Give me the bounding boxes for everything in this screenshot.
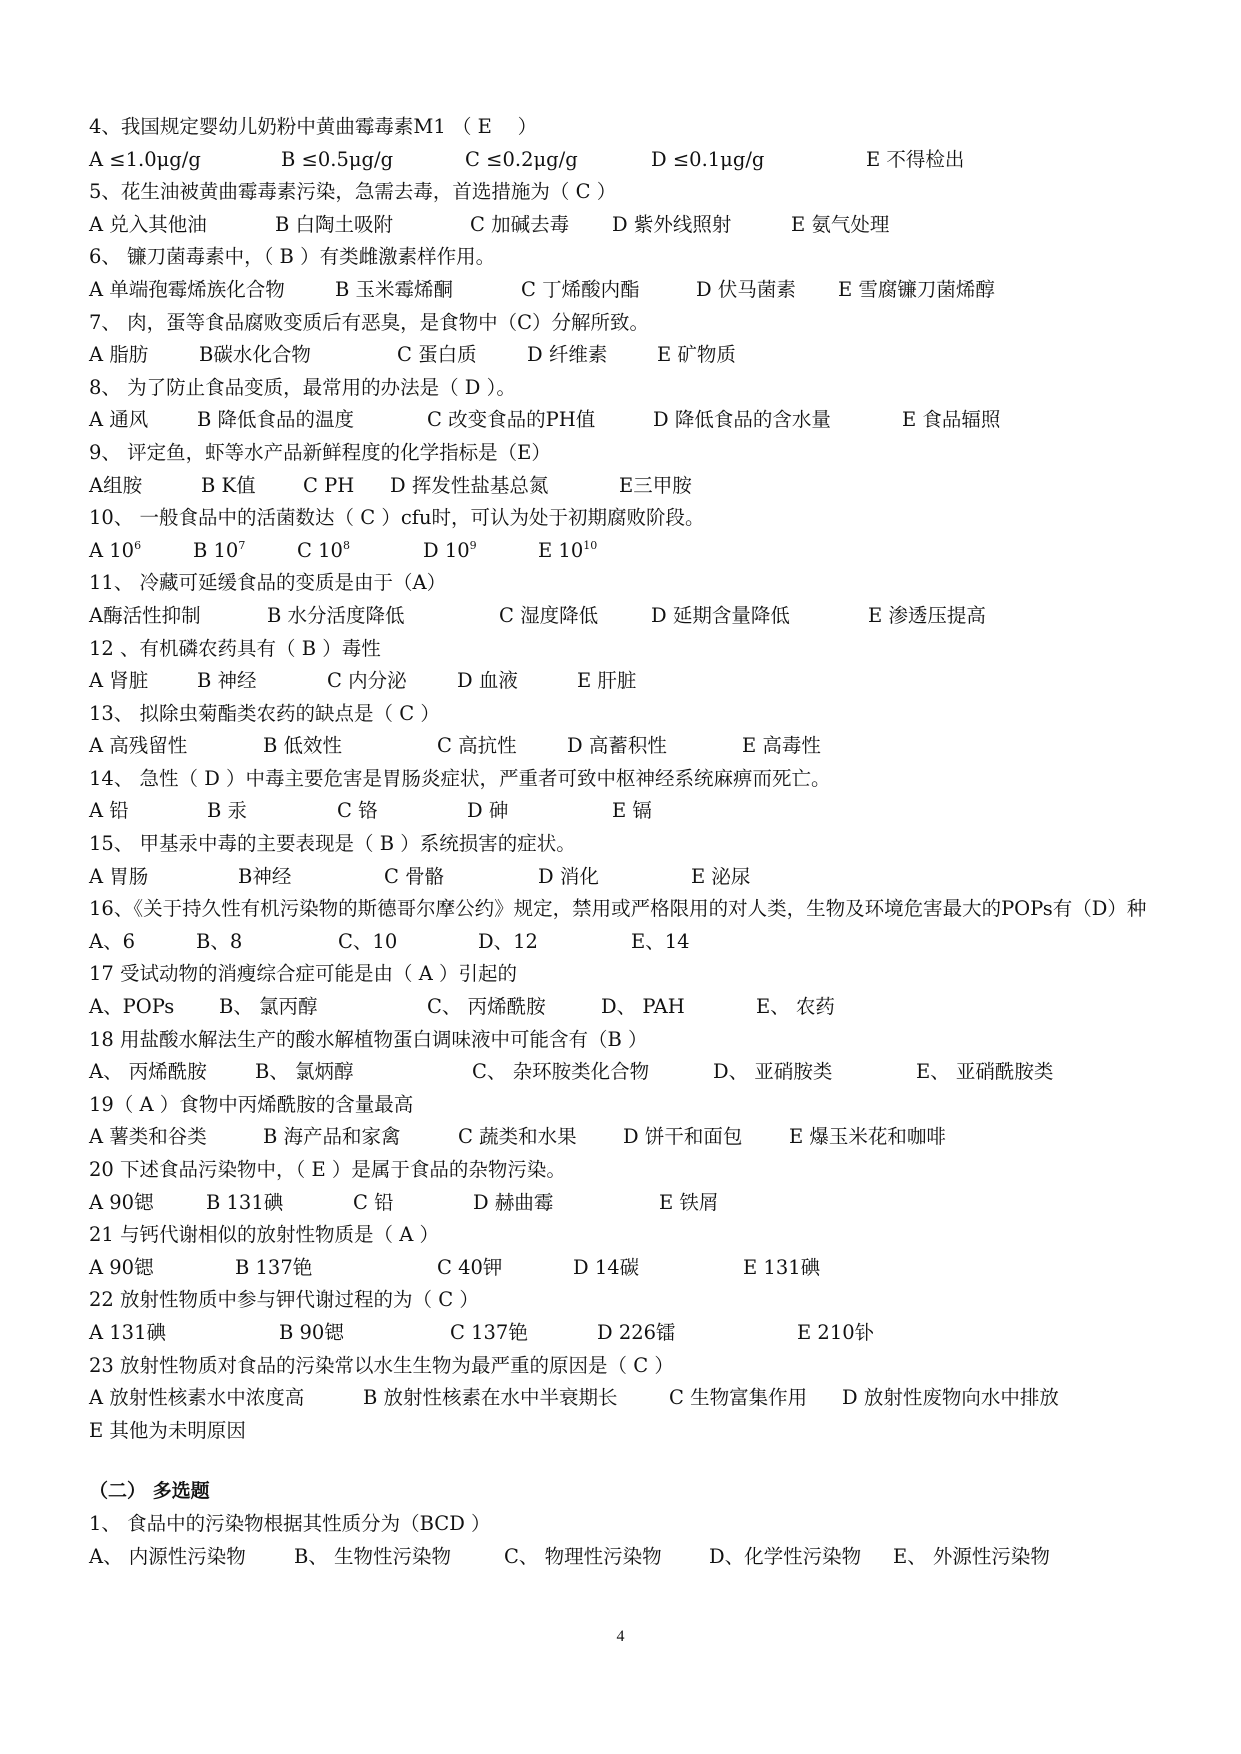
question-22-options (89, 1317, 1169, 1350)
option-b: B 放射性核素在水中半衰期长 (363, 1386, 618, 1410)
question-23-stem: 23 放射性物质对食品的污染常以水生生物为最严重的原因是（ C ） (89, 1353, 674, 1377)
option-b: B 降低食品的温度 (197, 408, 355, 432)
option-a: A 兑入其他油 (89, 212, 207, 236)
option-a: A 铅 (89, 799, 129, 823)
option-d: D 降低食品的含水量 (653, 408, 831, 432)
option-b: B 海产品和家禽 (263, 1125, 401, 1149)
question-22-stem: 22 放射性物质中参与钾代谢过程的为（ C ） (89, 1288, 479, 1312)
option-b: B、 生物性污染物 (294, 1544, 452, 1568)
question-16-stem: 16、《关于持久性有机污染物的斯德哥尔摩公约》规定，禁用或严格限用的对人类，生物及环境危害最大的POPs有（D）种 (89, 897, 1147, 921)
option-d: D 血液 (457, 669, 518, 693)
option-c: C ≤0.2μg/g (465, 147, 578, 171)
option-e: E三甲胺 (619, 473, 692, 497)
question-9-stem: 9、 评定鱼，虾等水产品新鲜程度的化学指标是（E） (89, 440, 551, 464)
option-e: E 氨气处理 (791, 212, 890, 236)
option-a-base: A 10 (89, 538, 135, 562)
option-e: E、 外源性污染物 (893, 1544, 1050, 1568)
question-18-options (89, 1056, 1169, 1089)
option-d: D 紫外线照射 (612, 212, 732, 236)
question-17-stem: 17 受试动物的消瘦综合症可能是由（ A ）引起的 (89, 962, 517, 986)
option-b: B 神经 (197, 669, 257, 693)
option-a: A 90锶 (89, 1190, 154, 1214)
question-14-options (89, 795, 1169, 828)
question-13-options (89, 730, 1169, 763)
option-a: A 薯类和谷类 (89, 1125, 207, 1149)
option-e: E 高毒性 (742, 734, 821, 758)
option-d: D 饼干和面包 (623, 1125, 743, 1149)
option-d (423, 535, 538, 568)
question-8-stem: 8、 为了防止食品变质，最常用的办法是（ D ）。 (89, 375, 516, 399)
option-d-base: D 10 (423, 538, 470, 562)
option-d: D、 PAH (601, 995, 685, 1019)
option-d: D 高蓄积性 (567, 734, 667, 758)
question-6-stem: 6、 镰刀菌毒素中，（ B ）有类雌激素样作用。 (89, 245, 496, 269)
option-b: B 水分活度降低 (267, 603, 405, 627)
option-b-exponent: 7 (238, 538, 246, 552)
section-spacer (89, 1447, 1169, 1475)
question-7-stem: 7、 肉，蛋等食品腐败变质后有恶臭，是食物中（C）分解所致。 (89, 310, 650, 334)
question-23-options (89, 1382, 1169, 1415)
option-e: E 肝脏 (577, 669, 637, 693)
option-c: C 高抗性 (437, 734, 517, 758)
option-e: E 不得检出 (866, 147, 965, 171)
option-c: C、 丙烯酰胺 (427, 995, 546, 1019)
section-heading: （二） 多选题 (89, 1480, 210, 1503)
option-c: C 137铯 (450, 1320, 528, 1344)
option-d: D、12 (478, 929, 538, 953)
option-a: A、6 (89, 929, 135, 953)
option-d-exponent: 9 (469, 538, 477, 552)
option-e: E 镉 (612, 799, 652, 823)
option-b (193, 535, 297, 568)
option-b: B 白陶土吸附 (275, 212, 394, 236)
question-4-stem: 4、我国规定婴幼儿奶粉中黄曲霉毒素M1 （ E ） (89, 115, 538, 138)
option-c: C 加碱去毒 (470, 212, 570, 236)
question-12-stem: 12 、有机磷农药具有（ B ）毒性 (89, 636, 381, 660)
option-d: D 砷 (467, 799, 509, 823)
question-6-options (89, 274, 1169, 307)
option-e-exponent: 10 (583, 538, 598, 552)
option-e: E 食品辐照 (902, 408, 1001, 432)
option-d: D 消化 (538, 864, 599, 888)
option-e: E、14 (631, 929, 690, 953)
question-21-stem: 21 与钙代谢相似的放射性物质是（ A ） (89, 1223, 439, 1247)
option-b-base: B 10 (193, 538, 239, 562)
option-c: C 铬 (337, 799, 378, 823)
option-c: C 改变食品的PH值 (427, 408, 596, 432)
option-e (538, 535, 597, 568)
option-b: B、 氯丙醇 (219, 995, 318, 1019)
option-a: A 肾脏 (89, 669, 149, 693)
option-c-base: C 10 (297, 538, 343, 562)
option-d: D 226镭 (597, 1320, 676, 1344)
option-c: C、 物理性污染物 (504, 1544, 662, 1568)
option-a: A 脂肪 (89, 343, 149, 367)
question-14-stem: 14、 急性（ D ）中毒主要危害是胃肠炎症状，严重者可致中枢神经系统麻痹而死亡。 (89, 766, 831, 790)
option-c: C 蔬类和水果 (458, 1125, 577, 1149)
page-number: 4 (616, 1628, 625, 1645)
option-a: A 胃肠 (89, 864, 149, 888)
option-a: A 131碘 (89, 1320, 167, 1344)
option-d: D 纤维素 (527, 343, 608, 367)
option-e: E 其他为未明原因 (89, 1418, 246, 1442)
question-10-options (89, 535, 1169, 568)
option-a: A 通风 (89, 408, 149, 432)
option-b: B 玉米霉烯酮 (335, 277, 454, 301)
option-e: E、 农药 (756, 995, 835, 1019)
option-d: D 赫曲霉 (473, 1190, 554, 1214)
option-b: B、8 (196, 929, 243, 953)
option-b: B 131碘 (206, 1190, 284, 1214)
option-e: E 铁屑 (659, 1190, 719, 1214)
option-b: B ≤0.5μg/g (281, 147, 394, 171)
option-b: B 汞 (207, 799, 248, 823)
option-a: A、POPs (89, 995, 175, 1019)
option-a (89, 535, 193, 568)
option-c-exponent: 8 (342, 538, 350, 552)
question-15-stem: 15、 甲基汞中毒的主要表现是（ B ）系统损害的症状。 (89, 832, 576, 856)
option-e: E 矿物质 (657, 343, 736, 367)
option-d: D 伏马菌素 (696, 277, 796, 301)
question-12-options (89, 665, 1169, 698)
option-a: A 单端孢霉烯族化合物 (89, 277, 285, 301)
question-5-stem: 5、花生油被黄曲霉毒素污染，急需去毒，首选措施为（ C ） (89, 180, 617, 204)
question-11-options (89, 600, 1169, 633)
option-a: A酶活性抑制 (89, 603, 201, 627)
option-a: A、 内源性污染物 (89, 1544, 246, 1568)
option-c: C 内分泌 (327, 669, 407, 693)
question-19-stem: 19（ A ）食物中丙烯酰胺的含量最高 (89, 1092, 414, 1116)
option-c: C、10 (338, 929, 398, 953)
question-8-options (89, 404, 1169, 437)
option-c: C 丁烯酸内酯 (521, 277, 640, 301)
option-c (297, 535, 423, 568)
option-a: A、 丙烯酰胺 (89, 1060, 207, 1084)
option-b: B、 氯炳醇 (255, 1060, 354, 1084)
question-15-options (89, 861, 1169, 894)
question-11-stem: 11、 冷藏可延缓食品的变质是由于（A） (89, 571, 447, 595)
option-a: A 放射性核素水中浓度高 (89, 1386, 305, 1410)
option-a: A 高残留性 (89, 734, 188, 758)
option-b: B 90锶 (279, 1320, 344, 1344)
option-a-exponent: 6 (134, 538, 142, 552)
option-b: B 137铯 (235, 1255, 313, 1279)
option-b: B神经 (238, 864, 292, 888)
option-d: D 14碳 (573, 1255, 640, 1279)
option-c: C 骨骼 (384, 864, 445, 888)
option-e: E 雪腐镰刀菌烯醇 (838, 277, 995, 301)
option-d: D ≤0.1μg/g (651, 147, 765, 171)
question-20-options (89, 1187, 1169, 1220)
question-7-options (89, 339, 1169, 372)
option-d: D 挥发性盐基总氮 (390, 473, 549, 497)
option-b: B K值 (201, 473, 256, 497)
option-d: D 放射性废物向水中排放 (842, 1386, 1059, 1410)
option-e: E 131碘 (743, 1255, 821, 1279)
option-e-base: E 10 (538, 538, 584, 562)
option-e: E、 亚硝酰胺类 (916, 1060, 1054, 1084)
question-17-options (89, 991, 1169, 1024)
question-10-stem: 10、 一般食品中的活菌数达（ C ）cfu时，可认为处于初期腐败阶段。 (89, 506, 705, 530)
option-b: B 低效性 (263, 734, 343, 758)
option-d: D、化学性污染物 (709, 1544, 862, 1568)
multi-question-1-stem: 1、 食品中的污染物根据其性质分为（BCD ） (89, 1511, 491, 1535)
option-d: D、 亚硝胺类 (713, 1060, 833, 1084)
option-c: C 生物富集作用 (669, 1386, 808, 1410)
option-e: E 爆玉米花和咖啡 (789, 1125, 946, 1149)
option-c: C、 杂环胺类化合物 (472, 1060, 650, 1084)
question-20-stem: 20 下述食品污染物中，（ E ）是属于食品的杂物污染。 (89, 1158, 566, 1181)
option-c: C PH (303, 473, 355, 497)
question-9-options (89, 470, 1169, 503)
option-a: A 90锶 (89, 1255, 154, 1279)
question-21-options (89, 1252, 1169, 1285)
option-c: C 铅 (353, 1190, 394, 1214)
option-b: B碳水化合物 (199, 343, 311, 367)
question-16-options (89, 926, 1169, 959)
option-e: E 210钋 (797, 1320, 875, 1344)
question-4-options (89, 144, 1169, 177)
option-c: C 蛋白质 (397, 343, 477, 367)
question-13-stem: 13、 拟除虫菊酯类农药的缺点是（ C ） (89, 701, 440, 725)
option-c: C 40钾 (437, 1255, 503, 1279)
question-18-stem: 18 用盐酸水解法生产的酸水解植物蛋白调味液中可能含有（B ） (89, 1027, 648, 1051)
option-a: A ≤1.0μg/g (89, 147, 201, 171)
option-d: D 延期含量降低 (651, 603, 790, 627)
option-c: C 湿度降低 (499, 603, 599, 627)
question-5-options (89, 209, 1169, 242)
page-content (89, 111, 1169, 1573)
option-e: E 渗透压提高 (868, 603, 986, 627)
question-19-options (89, 1121, 1169, 1154)
multi-question-1-options (89, 1541, 1169, 1574)
option-e: E 泌尿 (691, 864, 751, 888)
option-a: A组胺 (89, 473, 143, 497)
